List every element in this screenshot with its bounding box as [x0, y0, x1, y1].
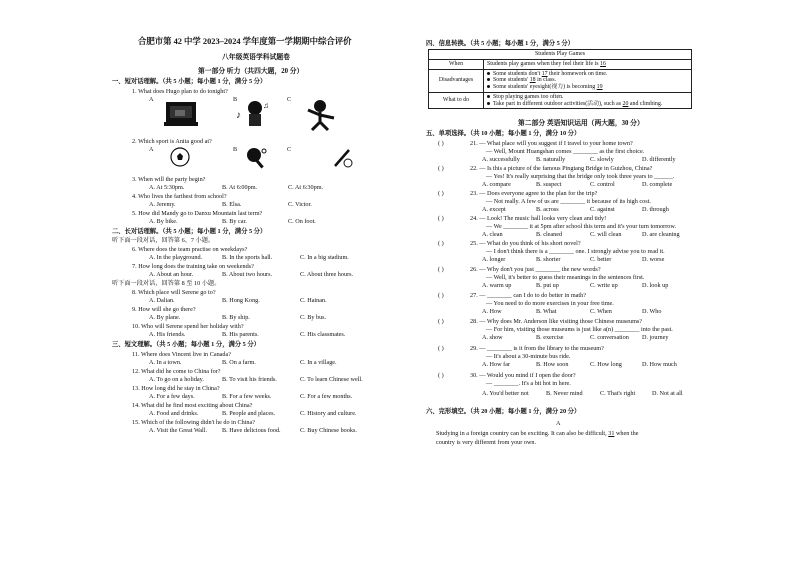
question-7: 7. How long does the training take on weekends?	[132, 263, 254, 270]
q28-option-b: B. exercise	[536, 334, 564, 341]
q23-option-a: A. except	[482, 206, 506, 213]
q24-option-d: D. are cleaning	[642, 231, 680, 238]
q2-label-a: A	[149, 146, 154, 153]
dancing-picture	[300, 98, 342, 132]
section1-heading: 一、短对话理解。（共 5 小题；每小题 1 分，满分 5 分）	[112, 78, 267, 85]
q3-option-c: C. At 6:30pm.	[288, 184, 324, 191]
ping-pong-icon	[244, 146, 268, 170]
part2-heading: 第二部分 英语知识运用（两大题，30 分）	[518, 120, 644, 127]
blank-19: 19	[596, 84, 603, 91]
q27-option-d: D. Who	[642, 308, 662, 315]
question-23-reply: — Not really. A few of us are ________ it because of its high cost.	[486, 198, 651, 205]
blank-16: 16	[600, 60, 606, 67]
q23-option-c: C. against	[590, 206, 615, 213]
q14-option-a: A. Food and drinks.	[149, 410, 199, 417]
answer-paren-22: ( )	[438, 165, 444, 172]
question-21: 21. — What place will you suggest if I travel to your home town?	[470, 140, 633, 147]
q27-option-a: A. How	[482, 308, 502, 315]
question-5: 5. How did Mandy go to Danxu Mountain last term?	[132, 210, 263, 217]
svg-text:♫: ♫	[263, 101, 269, 110]
q25-option-d: D. worse	[642, 256, 665, 263]
q23-option-b: B. across	[536, 206, 559, 213]
q14-option-c: C. History and culture.	[300, 410, 357, 417]
question-30: 30. — Would you mind if I open the door?	[470, 372, 576, 379]
q28-option-c: C. conversation	[590, 334, 629, 341]
q3-option-b: B. At 6:00pm.	[222, 184, 258, 191]
q2-label-c: C	[287, 146, 292, 153]
section3-heading: 三、短文理解。（共 5 小题；每小题 1 分，满分 5 分）	[112, 341, 260, 348]
q8-option-a: A. Dalian.	[149, 297, 175, 304]
q21-option-a: A. successfully	[482, 156, 520, 163]
football-icon	[168, 146, 192, 168]
q10-option-b: B. His parents.	[222, 331, 259, 338]
question-14: 14. What did he find most exciting about China?	[132, 402, 253, 409]
q27-option-c: C. When	[590, 308, 612, 315]
question-2: 2. Which sport is Anita good at?	[132, 138, 212, 145]
q28-option-d: D. journey	[642, 334, 669, 341]
question-28: 28. — Why does Mr. Anderson like visiting those Chinese museums?	[470, 318, 643, 325]
question-4: 4. Who lives the farthest from school?	[132, 193, 227, 200]
q4-option-a: A. Jeremy.	[149, 201, 176, 208]
question-24-reply: — We ________ it at 5pm after school this term and it's your turn tomorrow.	[486, 223, 676, 230]
exam-subtitle: 八年级英语学科试题卷	[222, 54, 290, 61]
blank-31: 31	[608, 430, 615, 437]
q25-option-b: B. shorter	[536, 256, 561, 263]
q8-option-b: B. Hong Kong.	[222, 297, 260, 304]
q10-option-c: C. His classmates.	[300, 331, 346, 338]
question-29-reply: — It's about a 30-minute bus ride.	[486, 353, 571, 360]
q21-option-b: B. naturally	[536, 156, 566, 163]
q29-option-c: C. How long	[590, 361, 622, 368]
q24-option-a: A. clean	[482, 231, 503, 238]
section4-heading: 四、信息转换。（共 5 小题；每小题 1 分，满分 5 分）	[426, 40, 574, 47]
q7-option-a: A. About an hour.	[149, 271, 194, 278]
q30-option-d: D. Not at all	[652, 390, 683, 397]
answer-paren-23: ( )	[438, 190, 444, 197]
q13-option-b: B. For a few weeks.	[222, 393, 272, 400]
question-27-reply: — You need to do more exercises in your free time.	[486, 300, 614, 307]
q9-option-b: B. By ship.	[222, 314, 250, 321]
row-when-label: When	[429, 59, 484, 69]
question-3: 3. When will the party begin?	[132, 176, 206, 183]
q5-option-a: A. By bike.	[149, 218, 178, 225]
question-9: 9. How will she go there?	[132, 306, 196, 313]
q21-option-d: D. differently	[642, 156, 676, 163]
part1-heading: 第一部分 听力（共四大题，20 分）	[198, 68, 304, 75]
q11-option-c: C. In a village.	[300, 359, 337, 366]
question-23: 23. — Does everyone agree to the plan for the trip?	[470, 190, 598, 197]
q15-option-b: B. Have delicious food.	[222, 427, 281, 434]
baseball-icon	[331, 146, 355, 170]
q9-option-c: C. By bus.	[300, 314, 327, 321]
blank-20: 20	[622, 100, 629, 107]
q30-option-b: B. Never mind	[546, 390, 583, 397]
question-29: 29. — ________ is it from the library to the museum?	[470, 345, 604, 352]
q3-option-a: A. At 5:30pm.	[149, 184, 185, 191]
q22-option-c: C. control	[590, 181, 615, 188]
q6-option-b: B. In the sports hall.	[222, 254, 273, 261]
q24-option-b: B. cleaned	[536, 231, 563, 238]
answer-paren-25: ( )	[438, 240, 444, 247]
info-table	[428, 49, 692, 109]
question-22-reply: — Yes! It's really surprising that the bridge only took three years to ______.	[486, 173, 675, 180]
q11-option-b: B. On a farm.	[222, 359, 256, 366]
question-6: 6. Where does the team practise on weekdays?	[132, 246, 248, 253]
section2-instruction-b: 听下面一段对话，回答第 8 至 10 小题。	[112, 280, 221, 287]
question-27: 27. — ________ can I do to do better in math?	[470, 292, 586, 299]
drawing-picture	[160, 98, 202, 130]
q22-option-d: D. complete	[642, 181, 673, 188]
q30-option-a: A. You'd better not	[482, 390, 529, 397]
q11-option-a: A. In a town.	[149, 359, 182, 366]
question-24: 24. — Look! The music hall looks very clean and tidy!	[470, 215, 607, 222]
q22-option-b: B. suspect	[536, 181, 562, 188]
q1-label-a: A	[149, 96, 154, 103]
answer-paren-29: ( )	[438, 345, 444, 352]
exam-title: 合肥市第 42 中学 2023–2024 学年度第一学期期中综合评价	[138, 37, 352, 46]
passage-line-1: Studying in a foreign country can be exciting. It can also be difficult, 31 when the	[436, 430, 639, 437]
q25-option-c: C. better	[590, 256, 612, 263]
q13-option-c: C. For a few months.	[300, 393, 353, 400]
answer-paren-28: ( )	[438, 318, 444, 325]
q29-option-d: D. How much	[642, 361, 677, 368]
q26-option-a: A. warm up	[482, 282, 512, 289]
q7-option-b: B. About two hours.	[222, 271, 273, 278]
answer-paren-26: ( )	[438, 266, 444, 273]
q15-option-a: A. Visit the Great Wall.	[149, 427, 208, 434]
q22-option-a: A. compare	[482, 181, 511, 188]
q21-option-c: C. slowly	[590, 156, 614, 163]
passage-label: A	[556, 420, 561, 427]
question-8: 8. Which place will Serene go to?	[132, 289, 216, 296]
answer-paren-30: ( )	[438, 372, 444, 379]
answer-paren-27: ( )	[438, 292, 444, 299]
q4-option-c: C. Victor.	[288, 201, 312, 208]
q1-label-b: B	[233, 96, 238, 103]
question-28-reply: — For him, visiting those museums is just like a(n) ________ into the past.	[486, 326, 673, 333]
q29-option-b: B. How soon	[536, 361, 569, 368]
svg-text:♪: ♪	[236, 110, 241, 121]
row-disadvantages-label: Disadvantages	[429, 69, 484, 92]
row-what-to-do-text: Stop playing games too often. Take part in different outdoor activities(活动), such as 20 and climbing.	[484, 92, 692, 109]
q6-option-a: A. In the playground.	[149, 254, 203, 261]
q26-option-c: C. write up	[590, 282, 618, 289]
question-10: 10. Who will Serene spend her holiday with?	[132, 323, 244, 330]
row-disadvantages-text: Some students don't 17 their homework on time. Some students' 18 in class. Some students' eyesight(视力) is becoming 19	[484, 69, 692, 92]
table-title: Students Play Games	[429, 50, 692, 60]
q25-option-a: A. longer	[482, 256, 506, 263]
section6-heading: 六、完形填空。（共 20 小题；每小题 1 分，满分 20 分）	[426, 408, 581, 415]
row-what-to-do-label: What to do	[429, 92, 484, 109]
question-26: 26. — Why don't you just ________ the new words?	[470, 266, 601, 273]
q5-option-c: C. On foot.	[288, 218, 316, 225]
q6-option-c: C. In a big stadium.	[300, 254, 349, 261]
blank-18: 18	[529, 77, 536, 84]
singing-picture	[233, 98, 273, 130]
q14-option-b: B. People and places.	[222, 410, 276, 417]
q4-option-b: B. Elsa.	[222, 201, 242, 208]
q29-option-a: A. How far	[482, 361, 511, 368]
q5-option-b: B. By car.	[222, 218, 247, 225]
q10-option-a: A. His friends.	[149, 331, 186, 338]
q2-label-b: B	[233, 146, 238, 153]
q9-option-a: A. By plane.	[149, 314, 181, 321]
question-1: 1. What does Hugo plan to do tonight?	[132, 88, 228, 95]
q8-option-c: C. Hainan.	[300, 297, 327, 304]
q26-option-b: B. put up	[536, 282, 559, 289]
q12-option-a: A. To go on a holiday.	[149, 376, 204, 383]
question-11: 11. Where does Vincent live in Canada?	[132, 351, 231, 358]
q26-option-d: D. look up	[642, 282, 669, 289]
q27-option-b: B. What	[536, 308, 557, 315]
answer-paren-24: ( )	[438, 215, 444, 222]
question-15: 15. Which of the following didn't he do in China?	[132, 419, 256, 426]
question-30-reply: — ________. It's a bit hot in here.	[486, 380, 571, 387]
answer-paren-21: ( )	[438, 140, 444, 147]
q12-option-c: C. To learn Chinese well.	[300, 376, 363, 383]
q1-label-c: C	[287, 96, 292, 103]
question-13: 13. How long did he stay in China?	[132, 385, 220, 392]
question-25-reply: — I don't think there is a ________ one. I strongly advise you to read it.	[486, 248, 665, 255]
q7-option-c: C. About three hours.	[300, 271, 354, 278]
question-21-reply: — Well, Mount Huangshan comes ________ as the first choice.	[486, 148, 645, 155]
section5-heading: 五、单项选择。（共 10 小题；每小题 1 分，满分 10 分）	[426, 130, 581, 137]
question-25: 25. — What do you think of his short novel?	[470, 240, 581, 247]
q24-option-c: C. will clean	[590, 231, 622, 238]
row-when-text: Students play games when they feel their life is 16	[484, 59, 692, 69]
blank-17: 17	[541, 70, 548, 77]
passage-line-2: country is very different from your own.	[436, 439, 537, 446]
section2-heading: 二、长对话理解。（共 5 小题；每小题 1 分，满分 5 分）	[112, 228, 267, 235]
q23-option-d: D. through	[642, 206, 669, 213]
question-12: 12. What did he come to China for?	[132, 368, 221, 375]
q15-option-c: C. Buy Chinese books.	[300, 427, 357, 434]
q12-option-b: B. To visit his friends.	[222, 376, 277, 383]
q30-option-c: C. That's right	[600, 390, 636, 397]
section2-instruction-a: 听下面一段对话，回答第 6、7 小题。	[112, 237, 215, 244]
question-22: 22. — Is this a picture of the famous Pingtang Bridge in Guizhou, China?	[470, 165, 653, 172]
question-26-reply: — Well, it's better to guess their meanings in the sentences first.	[486, 274, 645, 281]
q28-option-a: A. show	[482, 334, 503, 341]
q13-option-a: A. For a few days.	[149, 393, 195, 400]
